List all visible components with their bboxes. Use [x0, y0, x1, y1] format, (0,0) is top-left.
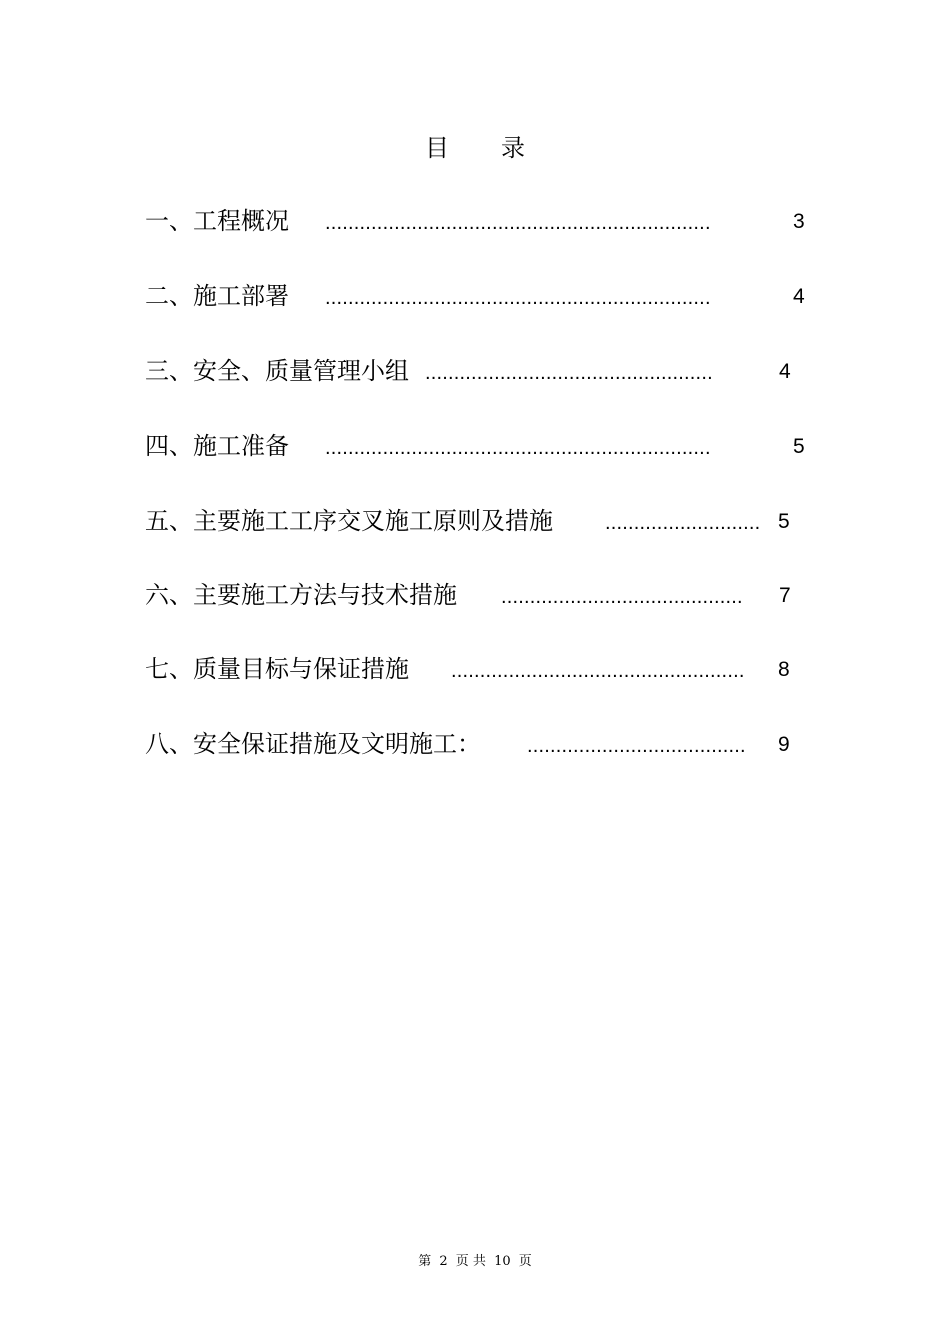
toc-page-number: 5: [778, 510, 790, 533]
toc-page-number: 7: [779, 584, 791, 607]
page-footer: [0, 1250, 950, 1269]
toc-entry-label: 四、施工准备: [145, 432, 289, 460]
toc-leader-dots: ...................................................................: [325, 287, 711, 309]
toc-leader-dots: ...................................................: [451, 660, 745, 682]
toc-page-number: 4: [793, 285, 805, 308]
footer-total-pages: 10: [494, 1254, 511, 1269]
footer-suffix: 页: [518, 1254, 532, 1269]
toc-entry-label: 六、主要施工方法与技术措施: [145, 581, 457, 609]
toc-entry-label: 七、质量目标与保证措施: [145, 655, 409, 683]
toc-entry-label: 五、主要施工工序交叉施工原则及措施: [145, 507, 553, 535]
toc-page-number: 9: [778, 733, 790, 756]
toc-page-number: 5: [793, 435, 805, 458]
toc-entry-label: 二、施工部署: [145, 282, 289, 310]
toc-leader-dots: ......................................: [527, 735, 746, 757]
toc-leader-dots: ...................................................................: [325, 212, 711, 234]
toc-page-number: 3: [793, 210, 805, 233]
toc-title-char-2: 录: [501, 134, 525, 162]
footer-current-page: 2: [439, 1254, 448, 1269]
toc-entry-label: 八、安全保证措施及文明施工：: [145, 730, 481, 758]
toc-leader-dots: ...........................: [605, 512, 761, 534]
toc-entry-label: 三、安全、质量管理小组: [145, 357, 409, 385]
toc-title: [0, 128, 950, 163]
toc-page-number: 8: [778, 658, 790, 681]
toc-leader-dots: ...................................................................: [325, 437, 711, 459]
toc-title-char-1: 目: [425, 134, 449, 162]
toc-leader-dots: ..........................................: [501, 586, 743, 608]
toc-leader-dots: ..................................................: [425, 362, 713, 384]
toc-page-number: 4: [779, 360, 791, 383]
footer-mid: 页 共: [455, 1254, 486, 1269]
toc-entry-label: 一、工程概况: [145, 207, 289, 235]
footer-prefix: 第: [418, 1254, 432, 1269]
